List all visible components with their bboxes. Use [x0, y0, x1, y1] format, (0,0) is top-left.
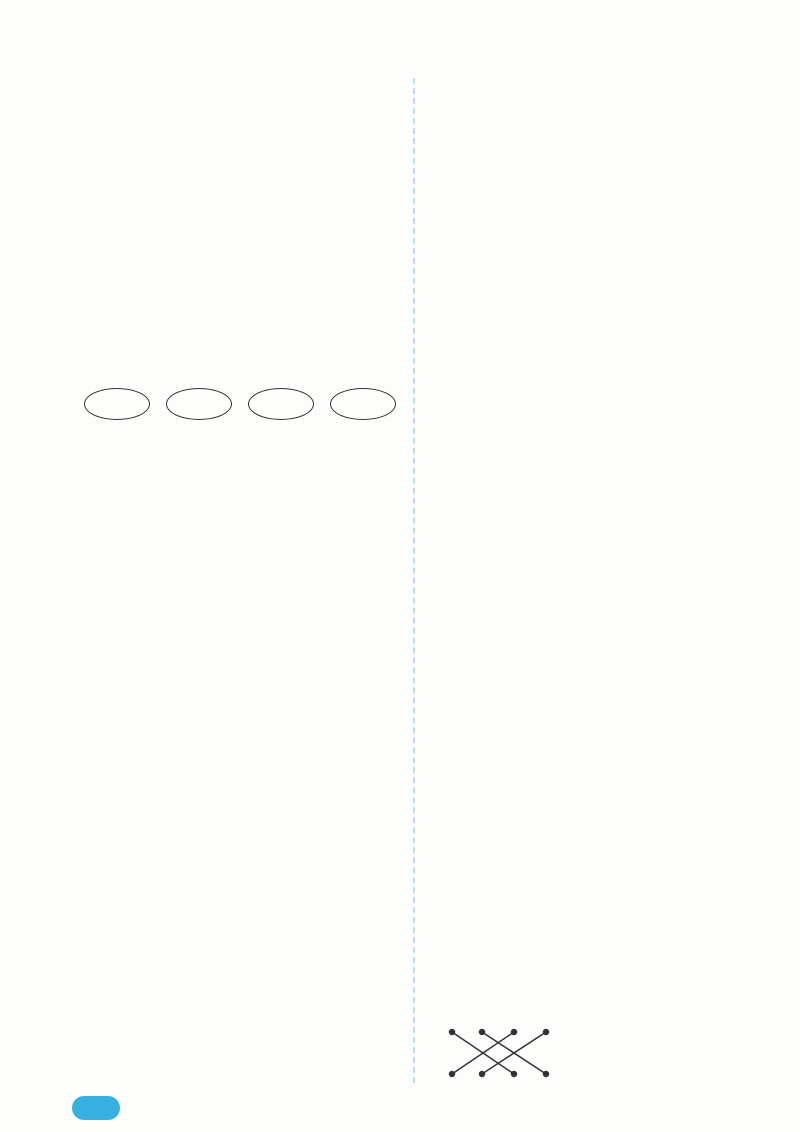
s3-q3-matching-lines	[444, 1022, 564, 1084]
q3-oval-2	[166, 388, 232, 420]
q3-oval-1	[84, 388, 150, 420]
page-header	[62, 48, 70, 66]
page-number-badge	[72, 1096, 120, 1120]
q3-oval-3	[248, 388, 314, 420]
column-divider	[413, 78, 415, 1083]
q3-oval-4	[330, 388, 396, 420]
